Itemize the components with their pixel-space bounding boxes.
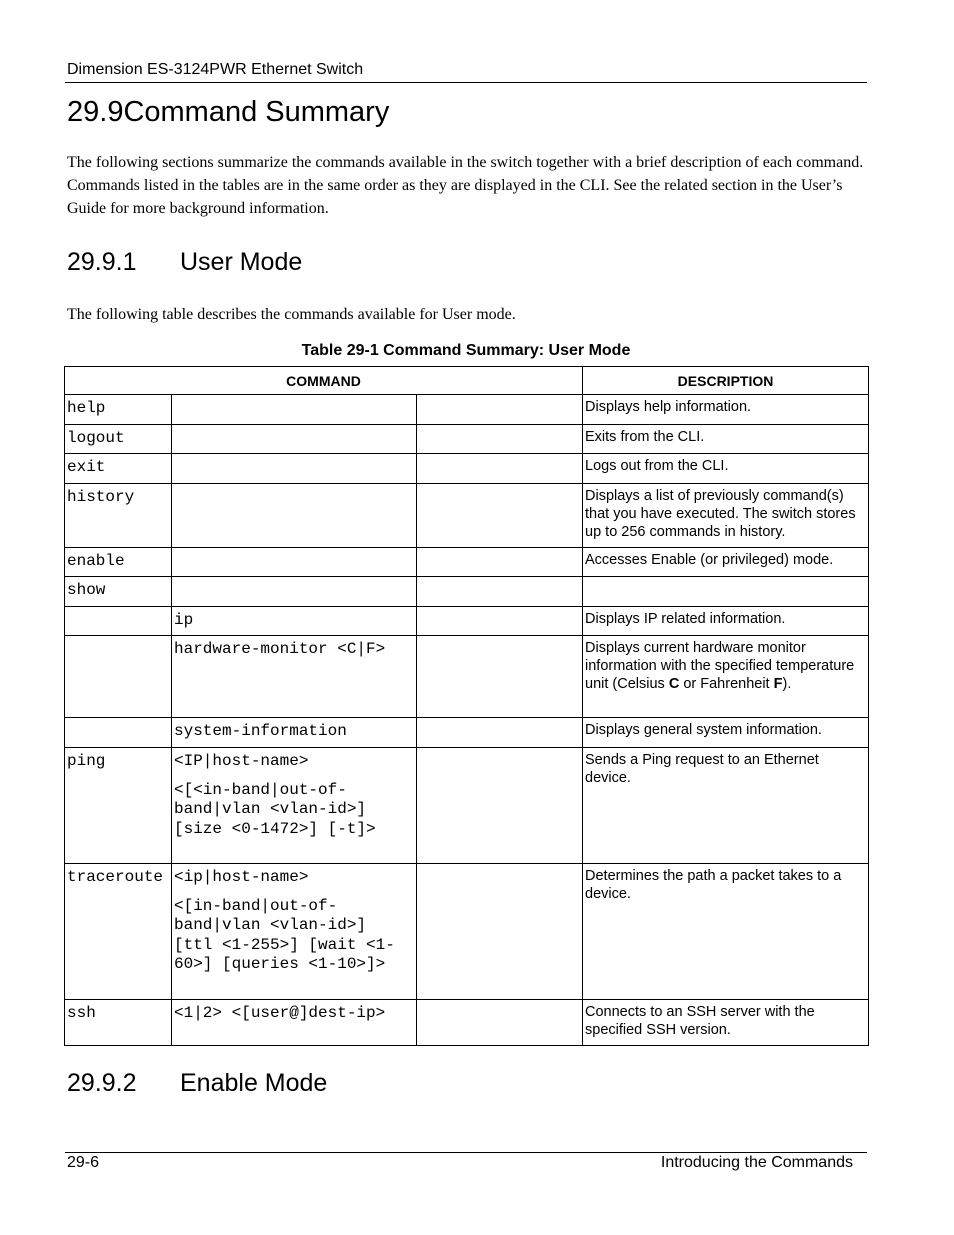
column-header-command: COMMAND xyxy=(65,367,583,395)
table-row xyxy=(65,425,869,454)
fahrenheit-unit: F xyxy=(773,676,783,692)
command-options: <[<in-band|out-of-band|vlan <vlan-id>] [size <0-1472>] [-t]> xyxy=(174,780,376,838)
chapter-title: Introducing the Commands xyxy=(660,1154,853,1171)
description-cell: Exits from the CLI. xyxy=(583,425,869,454)
command-cell xyxy=(65,636,172,718)
header-rule xyxy=(65,82,867,83)
description-cell: Sends a Ping request to an Ethernet device. xyxy=(583,748,869,864)
option-cell xyxy=(417,607,583,636)
subsection-number: 29.9.2 xyxy=(67,1069,137,1097)
subcommand-cell xyxy=(172,454,417,484)
description-cell xyxy=(583,636,869,718)
table-row xyxy=(65,636,869,718)
subcommand-cell xyxy=(172,484,417,548)
description-cell xyxy=(583,577,869,607)
celsius-unit: C xyxy=(668,676,680,692)
table-row xyxy=(65,577,869,607)
subcommand-cell: ip xyxy=(172,607,417,636)
subcommand-cell xyxy=(172,425,417,454)
description-cell: Displays help information. xyxy=(583,395,869,425)
command-cell xyxy=(65,718,172,748)
command-cell: help xyxy=(65,395,172,425)
description-cell: Connects to an SSH server with the specified SSH version. xyxy=(583,1000,869,1046)
description-cell: Accesses Enable (or privileged) mode. xyxy=(583,548,869,577)
subcommand-cell xyxy=(172,548,417,577)
subsection-heading-user-mode xyxy=(67,248,302,277)
running-header: Dimension ES-3124PWR Ethernet Switch xyxy=(67,61,364,78)
command-options: <[in-band|out-of-band|vlan <vlan-id>] [ttl <1-255>] [wait <1-60>] [queries <1-10>]> xyxy=(174,896,395,973)
command-cell: enable xyxy=(65,548,172,577)
command-cell: show xyxy=(65,577,172,607)
option-cell xyxy=(417,1000,583,1046)
section-title: 29.9Command Summary xyxy=(67,96,390,128)
footer-rule xyxy=(65,1152,867,1153)
table-row xyxy=(65,748,869,864)
table-row xyxy=(65,607,869,636)
subsection-heading-enable-mode xyxy=(67,1069,327,1098)
option-cell xyxy=(417,395,583,425)
subcommand-cell: hardware-monitor <C|F> xyxy=(172,636,417,718)
command-cell: traceroute xyxy=(65,864,172,1000)
table-row xyxy=(65,454,869,484)
subcommand-cell: system-information xyxy=(172,718,417,748)
subcommand-cell: <1|2> <[user@]dest-ip> xyxy=(172,1000,417,1046)
option-cell xyxy=(417,748,583,864)
column-header-description: DESCRIPTION xyxy=(583,367,869,395)
option-cell xyxy=(417,425,583,454)
option-cell xyxy=(417,864,583,1000)
option-cell xyxy=(417,484,583,548)
table-intro: The following table describes the commands available for User mode. xyxy=(67,306,516,323)
option-cell xyxy=(417,718,583,748)
command-cell: history xyxy=(65,484,172,548)
page-number: 29-6 xyxy=(67,1154,100,1171)
description-cell: Logs out from the CLI. xyxy=(583,454,869,484)
command-cell: logout xyxy=(65,425,172,454)
option-cell xyxy=(417,548,583,577)
subsection-number: 29.9.1 xyxy=(67,248,137,276)
table-caption: Table 29-1 Command Summary: User Mode xyxy=(301,342,631,359)
subsection-title: Enable Mode xyxy=(180,1069,328,1097)
description-text: or Fahrenheit xyxy=(679,676,774,692)
table-header-row xyxy=(65,367,869,395)
subcommand-cell xyxy=(172,748,417,864)
command-cell: ping xyxy=(65,748,172,864)
option-cell xyxy=(417,577,583,607)
intro-paragraph: The following sections summarize the commands available in the switch together with a brief description of each command. Commands listed in the tables are in the same order as they are displayed in the CLI. See the related section in the User’s Guide for more background information. xyxy=(67,154,864,217)
description-cell: Determines the path a packet takes to a device. xyxy=(583,864,869,1000)
table-row xyxy=(65,718,869,748)
table-row xyxy=(65,864,869,1000)
command-argument: <IP|host-name> xyxy=(174,752,309,770)
table-row xyxy=(65,1000,869,1046)
command-cell: ssh xyxy=(65,1000,172,1046)
command-summary-table xyxy=(64,366,869,1046)
subcommand-cell xyxy=(172,864,417,1000)
description-text: ). xyxy=(782,676,792,692)
description-cell: Displays a list of previously command(s) that you have executed. The switch stores up to 256 commands in history. xyxy=(583,484,869,548)
table-row xyxy=(65,395,869,425)
option-cell xyxy=(417,636,583,718)
option-cell xyxy=(417,454,583,484)
subcommand-cell xyxy=(172,395,417,425)
command-cell xyxy=(65,607,172,636)
subcommand-cell xyxy=(172,577,417,607)
command-argument: <ip|host-name> xyxy=(174,868,309,886)
command-cell: exit xyxy=(65,454,172,484)
table-row xyxy=(65,484,869,548)
description-text: Displays current hardware monitor information with the specified temperature unit (Celsius xyxy=(585,640,855,692)
description-cell: Displays general system information. xyxy=(583,718,869,748)
subsection-title: User Mode xyxy=(180,248,303,276)
description-cell: Displays IP related information. xyxy=(583,607,869,636)
table-row xyxy=(65,548,869,577)
